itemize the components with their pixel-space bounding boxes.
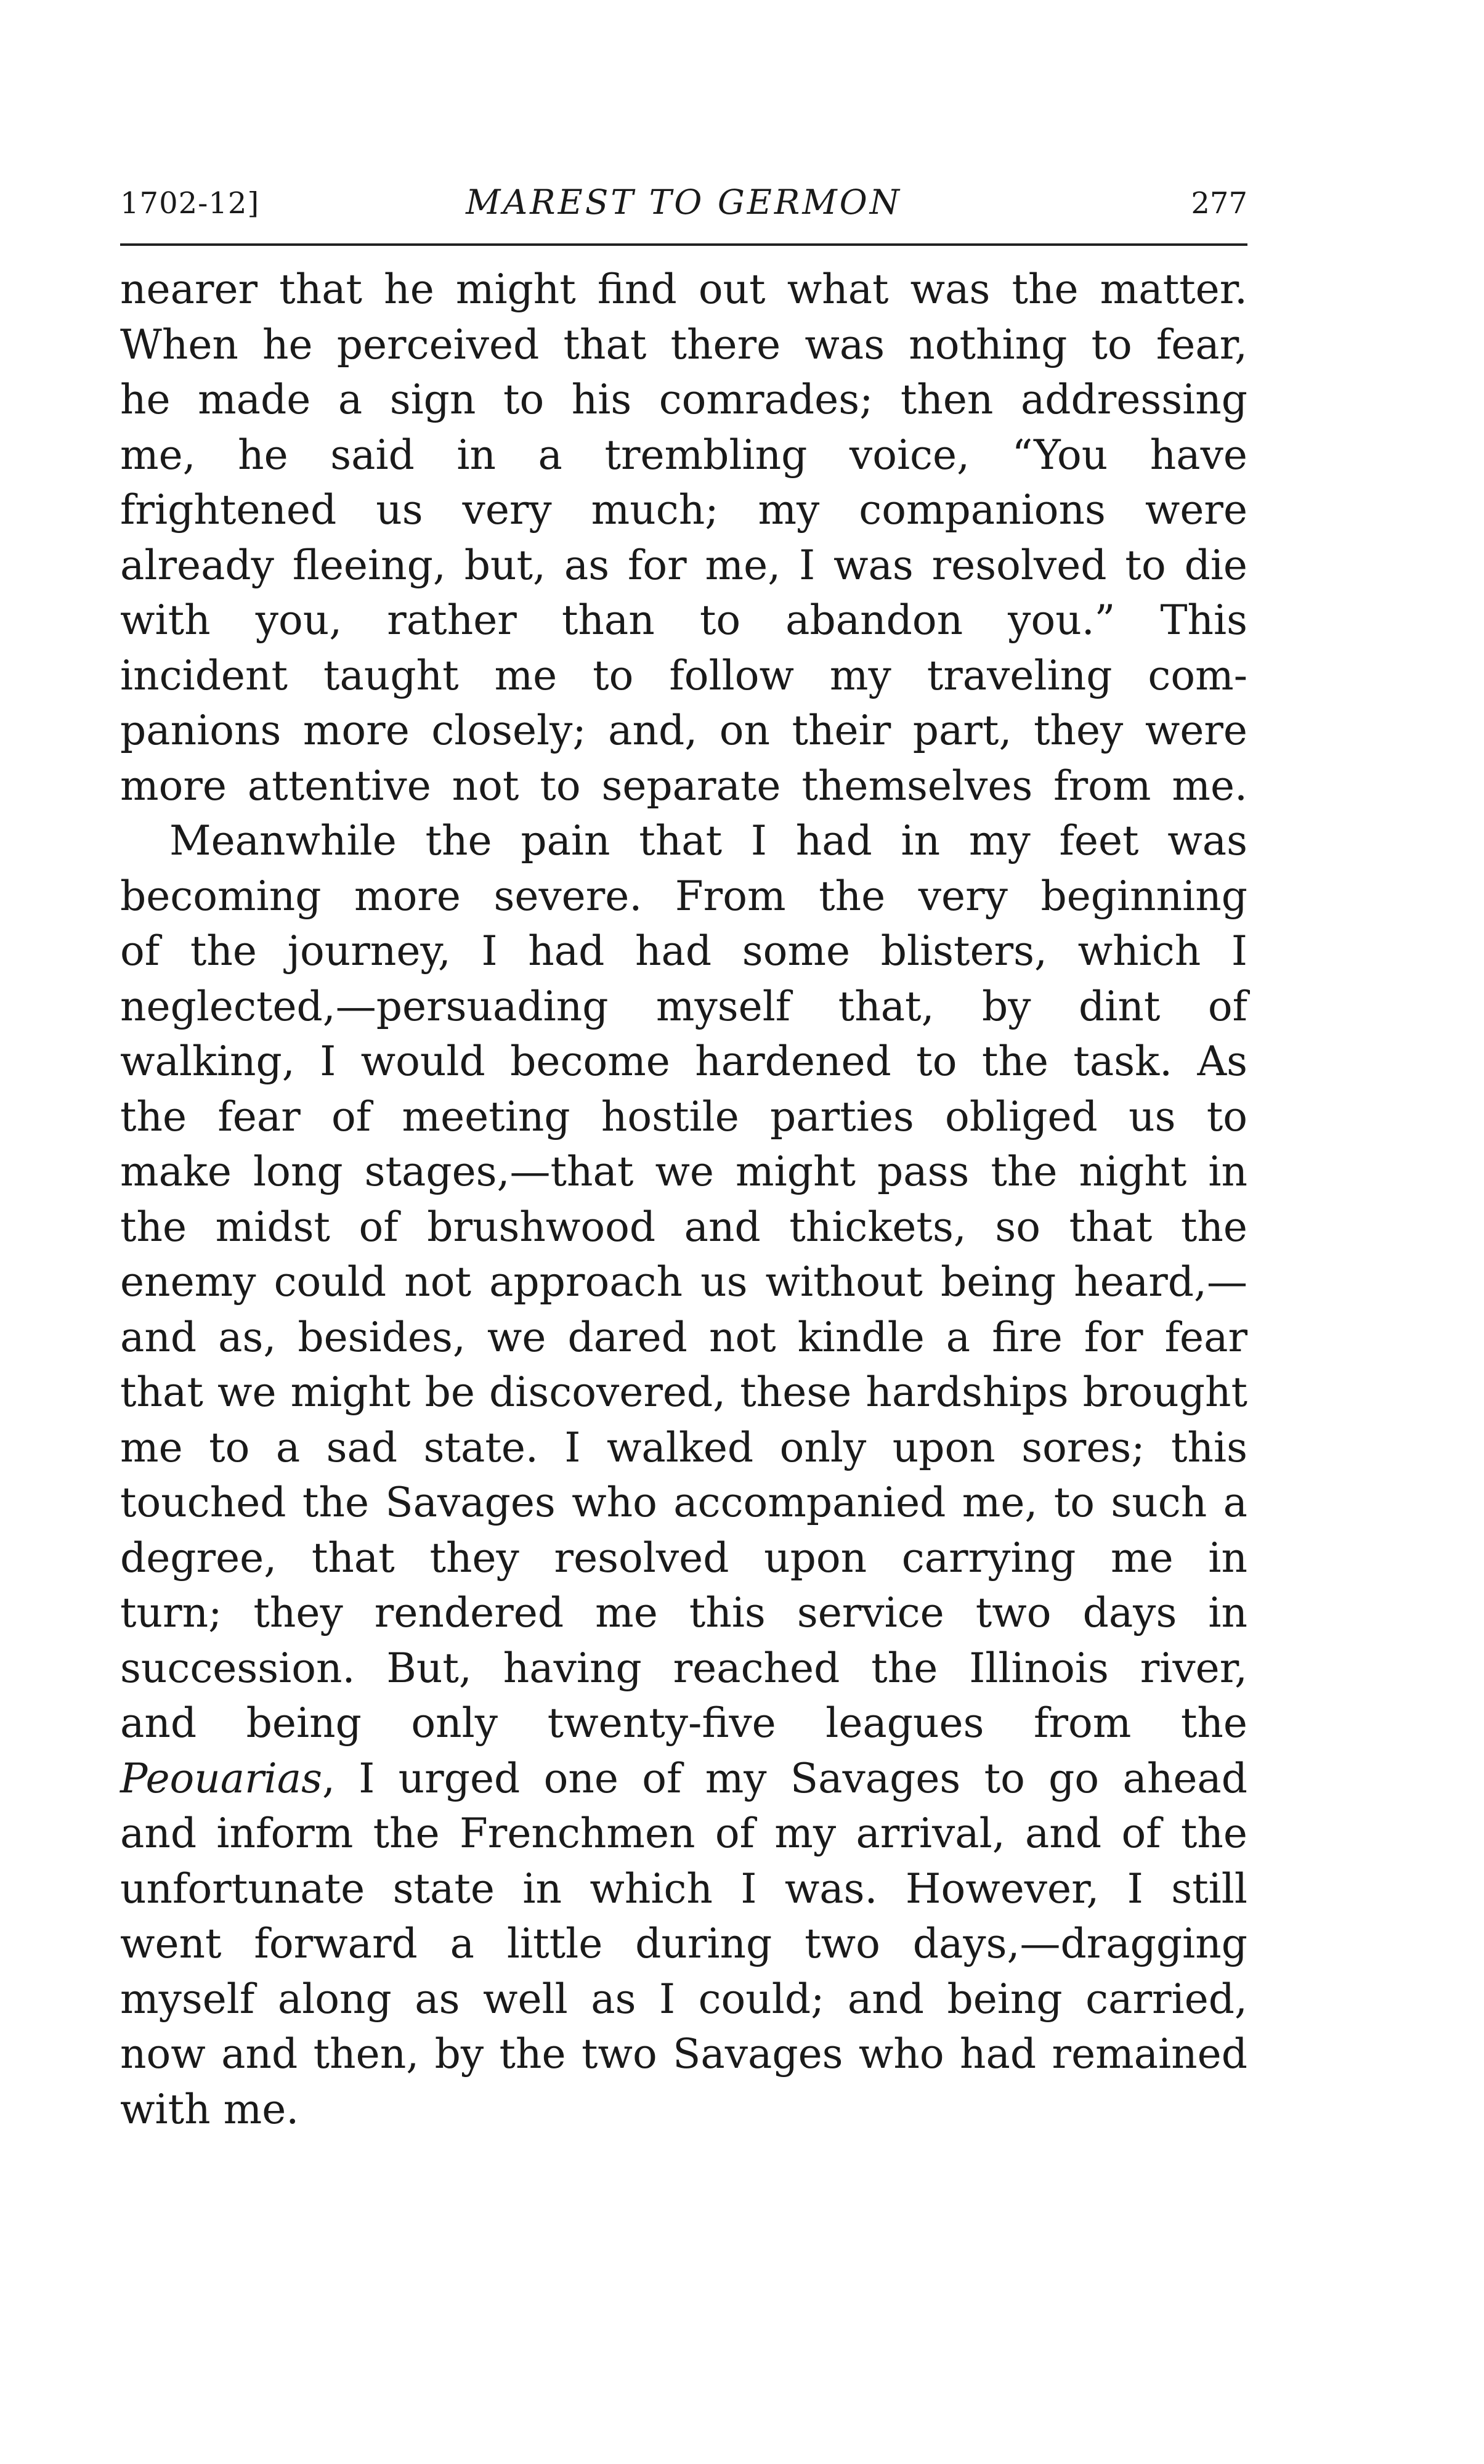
- text-line: he made a sign to his comrades; then addressing: [120, 376, 1247, 423]
- text-line: nearer that he might find out what was the matter.: [120, 266, 1247, 313]
- text-line: make long stages,—that we might pass the night in: [120, 1148, 1247, 1195]
- text-line: me, he said in a trembling voice, “You have: [120, 431, 1247, 479]
- running-title: MAREST TO GERMON: [466, 182, 902, 222]
- body-text: [120, 262, 1247, 2137]
- text-line: enemy could not approach us without being heard,—: [120, 1258, 1247, 1306]
- text-line: of the journey, I had had some blisters, which I: [120, 927, 1247, 975]
- text-line: panions more closely; and, on their part, they were: [120, 707, 1247, 754]
- text-line: turn; they rendered me this service two days in: [120, 1589, 1247, 1637]
- text-line: more attentive not to separate themselves from me.: [120, 762, 1247, 810]
- text-line: the midst of brushwood and thickets, so that the: [120, 1203, 1247, 1251]
- running-head: [120, 180, 1247, 229]
- text-line: myself along as well as I could; and being carried,: [120, 1975, 1247, 2023]
- text-line: When he perceived that there was nothing to fear,: [120, 320, 1247, 368]
- header-rule: [120, 243, 1247, 246]
- text-line: incident taught me to follow my traveling com-: [120, 651, 1247, 699]
- text-line: and inform the Frenchmen of my arrival, and of the: [120, 1810, 1247, 1857]
- text-line: Meanwhile the pain that I had in my feet was: [169, 817, 1247, 864]
- text-line: walking, I would become hardened to the task. As: [120, 1038, 1247, 1085]
- text-line: with me.: [120, 2085, 299, 2133]
- text-line: me to a sad state. I walked only upon sores; this: [120, 1423, 1247, 1471]
- text-line: now and then, by the two Savages who had remained: [120, 2030, 1247, 2078]
- text-line: and being only twenty-five leagues from the: [120, 1699, 1247, 1747]
- text-line: went forward a little during two days,—dragging: [120, 1920, 1247, 1967]
- place-name-italic: Peouarias: [120, 1754, 322, 1802]
- text-line: succession. But, having reached the Illinois river,: [120, 1644, 1247, 1692]
- text-line: frightened us very much; my companions were: [120, 486, 1247, 534]
- text-line: the fear of meeting hostile parties obliged us to: [120, 1092, 1247, 1141]
- text-line: that we might be discovered, these hardships brought: [120, 1368, 1247, 1416]
- text-line: already fleeing, but, as for me, I was resolved to die: [120, 541, 1247, 589]
- text-line: neglected,—persuading myself that, by dint of: [120, 982, 1247, 1030]
- text-line: and as, besides, we dared not kindle a fire for fear: [120, 1313, 1247, 1361]
- text-line: unfortunate state in which I was. However, I still: [120, 1864, 1247, 1913]
- text-line: touched the Savages who accompanied me, to such a: [120, 1479, 1247, 1526]
- page-number: 277: [1191, 186, 1247, 221]
- text-line: with you, rather than to abandon you.” This: [120, 596, 1247, 644]
- text-line-rest: , I urged one of my Savages to go ahead: [322, 1754, 1247, 1802]
- date-range: 1702-12]: [120, 186, 260, 221]
- text-line: becoming more severe. From the very beginning: [120, 872, 1247, 920]
- text-line-mixed: [120, 1751, 1247, 1807]
- text-line: degree, that they resolved upon carrying me in: [120, 1534, 1247, 1582]
